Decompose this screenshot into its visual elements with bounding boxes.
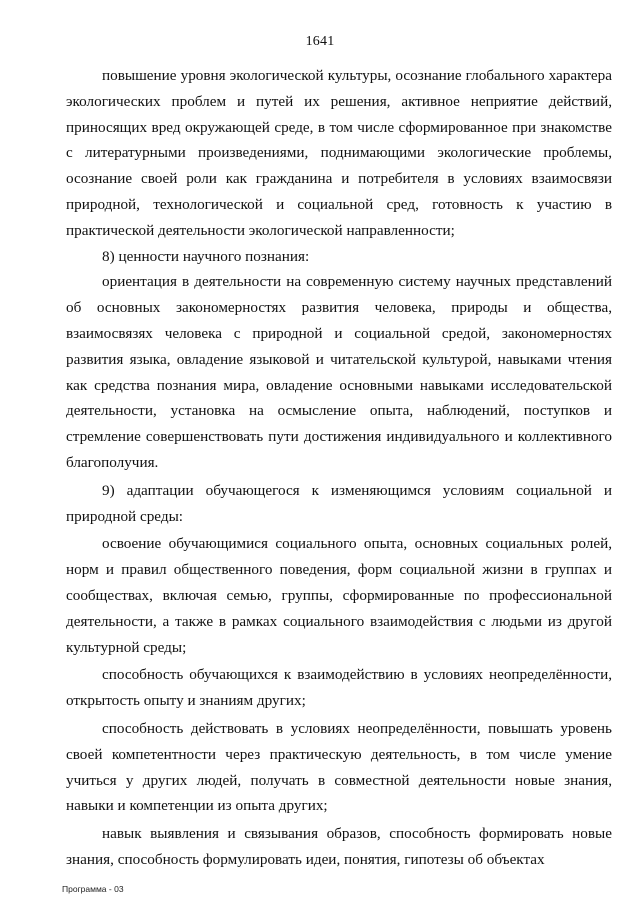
paragraph-ecological-culture: повышение уровня экологической культуры, осознание глобального характера экологических проблем и путей их решения, активное неприятие действий, приносящих вред окружающей среде, в том числе сформированное при знакомстве с литературными произведениями, поднимающими экологические проблемы, осознание своей роли как гражданина и потребителя в условиях взаимосвязи природной, технологической и социальной сред, готовность к участию в практической деятельности экологической направленности; — [66, 67, 612, 239]
paragraph-social-experience: освоение обучающимися социального опыта, основных социальных ролей, норм и правил общественного поведения, форм социальной жизни в группах и сообществах, включая семью, группы, сформированные по профессиональной деятельности, а также в рамках социального взаимодействия с людьми из другой культурной среды; — [66, 535, 612, 656]
paragraph-heading-adaptation: 9) адаптации обучающегося к изменяющимся условиям социальной и природной среды: — [66, 481, 612, 525]
paragraph-heading-scientific-values: 8) ценности научного познания: — [102, 247, 310, 265]
paragraph-scientific-orientation: ориентация в деятельности на современную систему научных представлений об основных закономерностях развития человека, природы и общества, взаимосвязях человека с природной и социальной средой, закономерностях развития языка, овладение языковой и читательской культурой, навыками чтения как средства познания мира, овладение основными навыками исследовательской деятельности, установка на осмысление опыта, наблюдений, поступков и стремление совершенствовать пути достижения индивидуального и коллективного благополучия. — [66, 273, 612, 471]
body-text — [66, 63, 612, 873]
footer-program-label: Программа - 03 — [62, 884, 124, 894]
paragraph-image-linking-skill: навык выявления и связывания образов, способность формировать новые знания, способность формулировать идеи, понятия, гипотезы об объектах — [66, 825, 612, 868]
paragraph-interaction-uncertainty: способность обучающихся к взаимодействию в условиях неопределённости, открытость опыту и знаниям других; — [66, 666, 612, 710]
page-number: 1641 — [305, 34, 335, 49]
paragraph-act-in-uncertainty: способность действовать в условиях неопределённости, повышать уровень своей компетентности через практическую деятельность, в том числе умение учиться у других людей, получать в совместной деятельности новые знания, навыки и компетенции из опыта других; — [66, 719, 612, 815]
